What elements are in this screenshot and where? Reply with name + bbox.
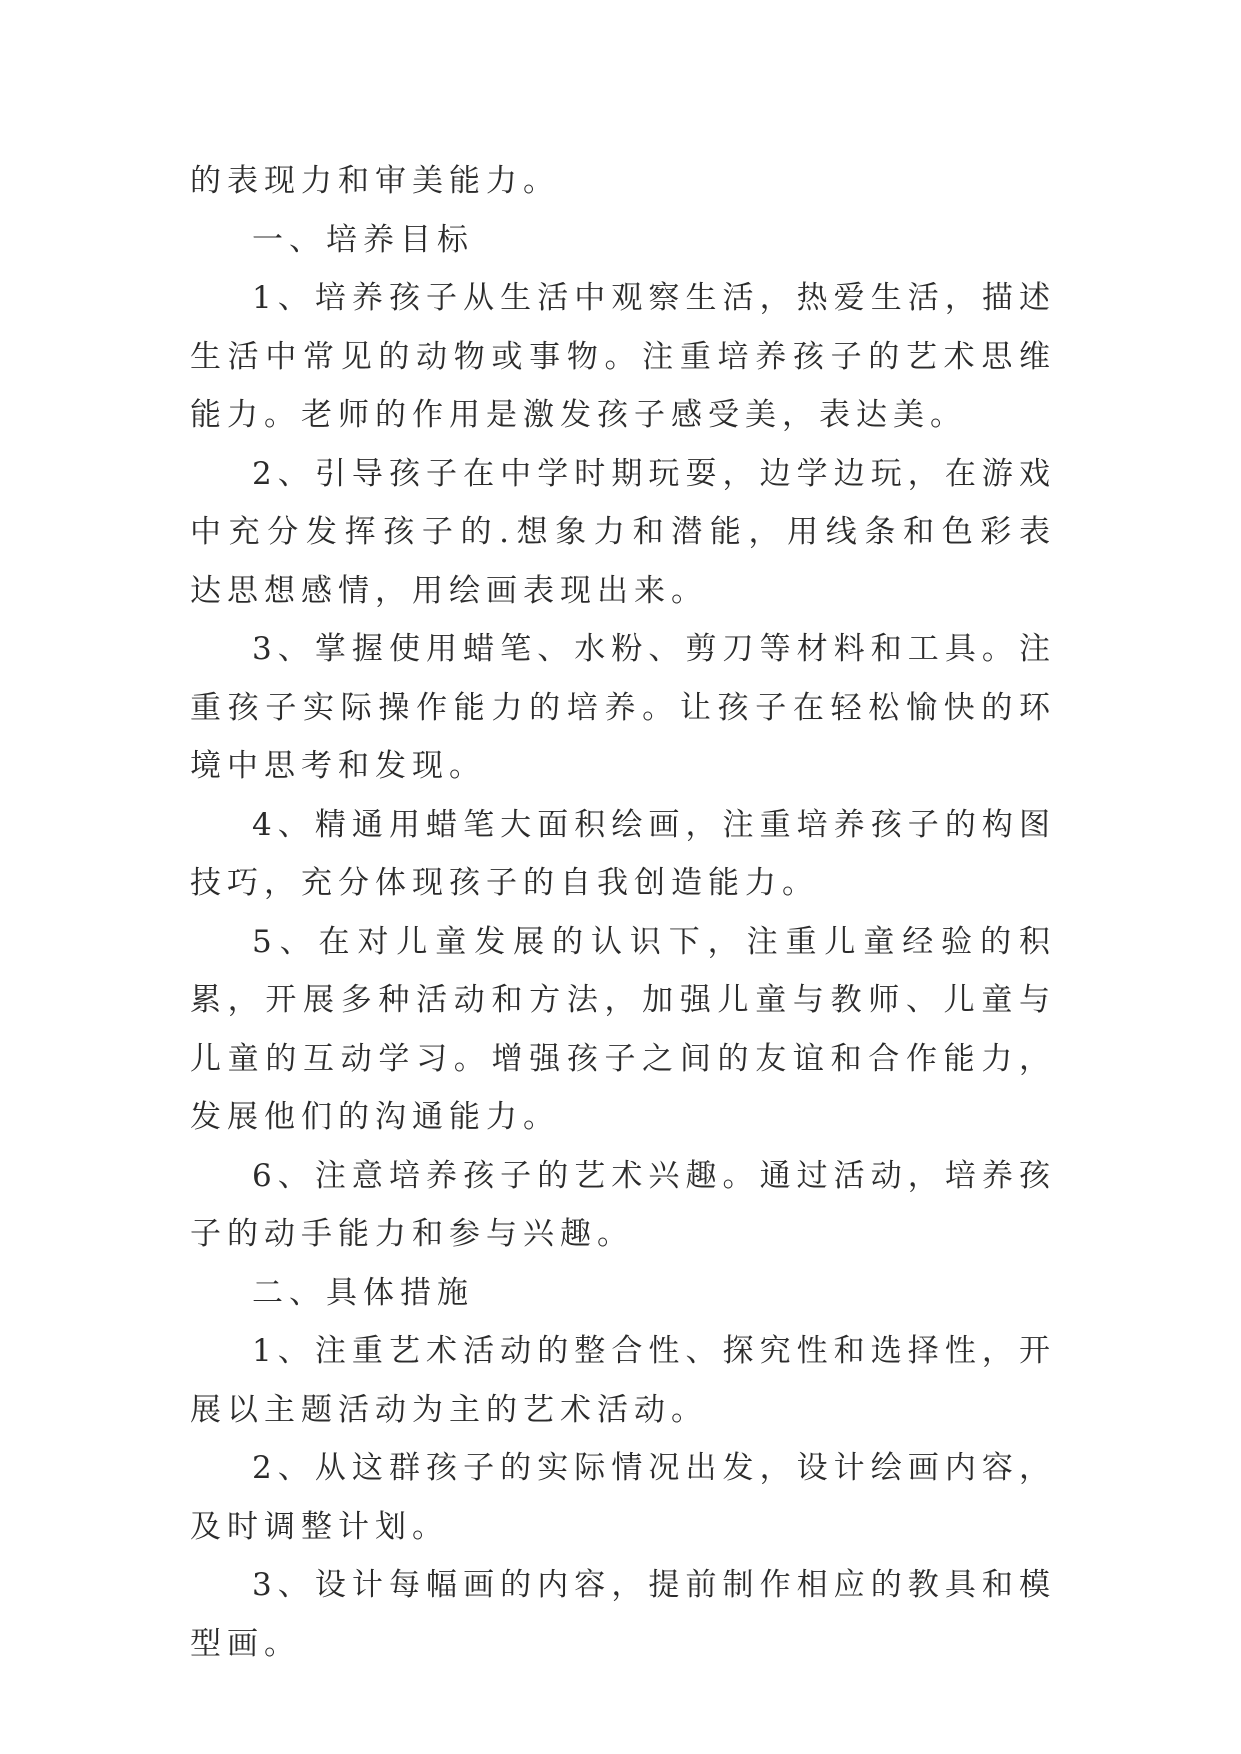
paragraph-continuation: 的表现力和审美能力。 bbox=[190, 163, 560, 199]
measure-item-2: 2、从这群孩子的实际情况出发，设计绘画内容，及时调整计划。 bbox=[190, 1450, 1056, 1545]
goal-item-5: 5、在对儿童发展的认识下，注重儿童经验的积累，开展多种活动和方法，加强儿童与教师、儿童与儿童的互动学习。增强孩子之间的友谊和合作能力，发展他们的沟通能力。 bbox=[190, 923, 1056, 1135]
document-body bbox=[190, 152, 1056, 1673]
goal-item-3: 3、掌握使用蜡笔、水粉、剪刀等材料和工具。注重孩子实际操作能力的培养。让孩子在轻松愉快的环境中思考和发现。 bbox=[190, 631, 1056, 784]
goal-item-4: 4、精通用蜡笔大面积绘画，注重培养孩子的构图技巧，充分体现孩子的自我创造能力。 bbox=[190, 806, 1056, 901]
section-heading-measures: 二、具体措施 bbox=[252, 1274, 474, 1311]
goal-item-1: 1、培养孩子从生活中观察生活，热爱生活，描述生活中常见的动物或事物。注重培养孩子的艺术思维能力。老师的作用是激发孩子感受美，表达美。 bbox=[190, 280, 1056, 433]
goal-item-6: 6、注意培养孩子的艺术兴趣。通过活动，培养孩子的动手能力和参与兴趣。 bbox=[190, 1157, 1056, 1252]
measure-item-3: 3、设计每幅画的内容，提前制作相应的教具和模型画。 bbox=[190, 1567, 1056, 1662]
goal-item-2: 2、引导孩子在中学时期玩耍，边学边玩，在游戏中充分发挥孩子的.想象力和潜能，用线条和色彩表达思想感情，用绘画表现出来。 bbox=[190, 455, 1056, 609]
measure-item-1: 1、注重艺术活动的整合性、探究性和选择性，开展以主题活动为主的艺术活动。 bbox=[190, 1333, 1056, 1428]
section-heading-goals: 一、培养目标 bbox=[252, 221, 474, 258]
